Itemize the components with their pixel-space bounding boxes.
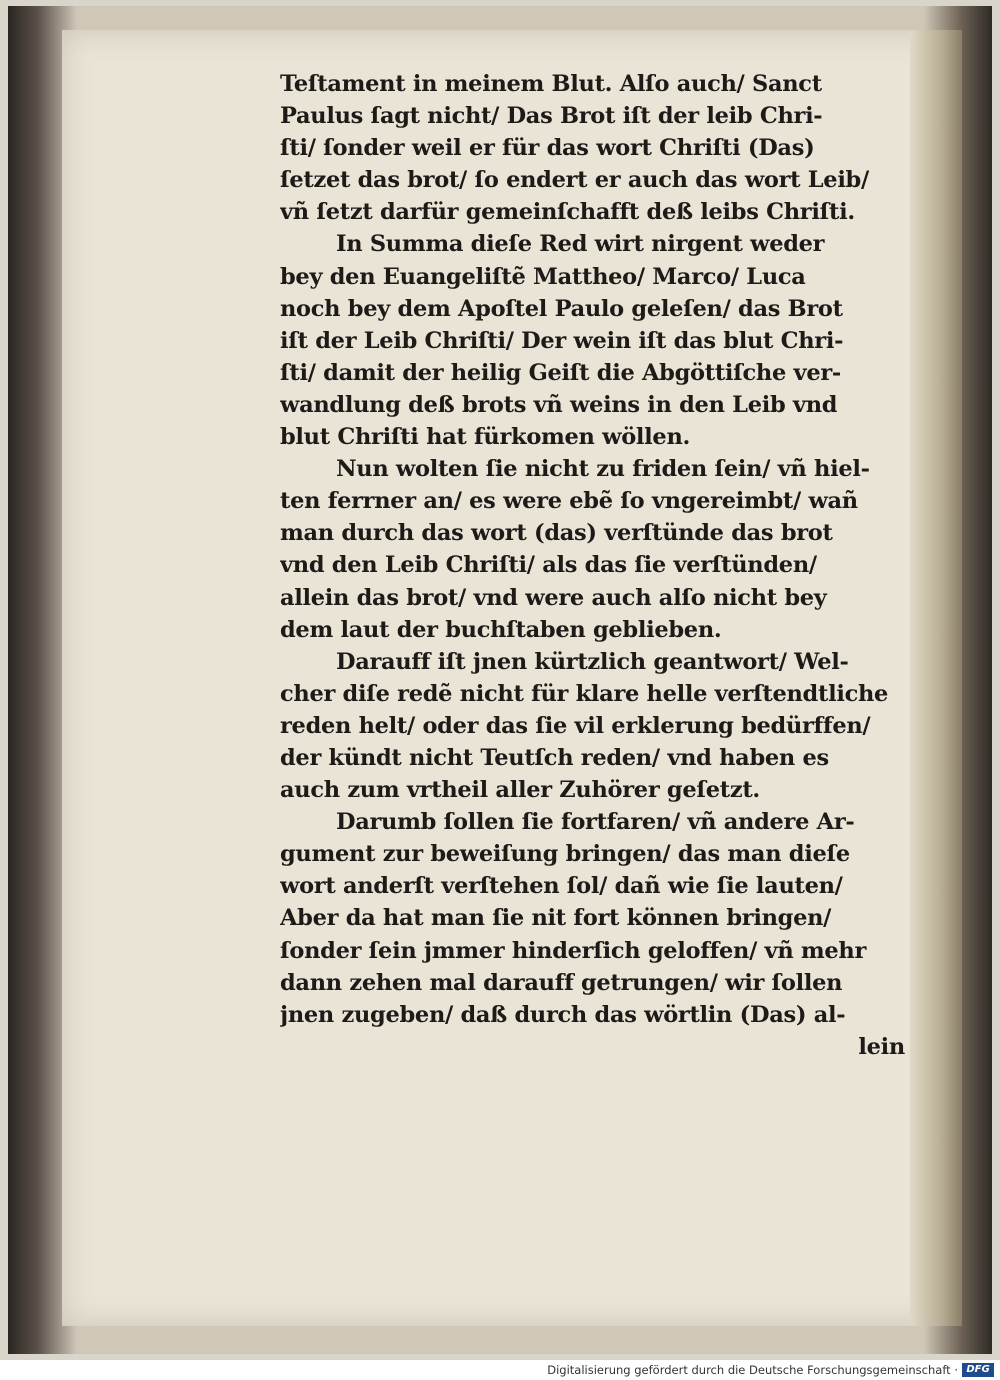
text-line: Darumb ſollen ſie fortfaren/ vñ andere Ar- — [336, 809, 855, 836]
text-line: blut Chriſti hat fürkomen wöllen. — [280, 424, 691, 451]
text-line: man durch das wort (das) verſtünde das brot — [280, 520, 833, 547]
text-line: bey den Euangeliſtẽ Mattheo/ Marco/ Luca — [280, 263, 806, 290]
text-line: noch bey dem Apoſtel Paulo geleſen/ das Brot — [280, 295, 843, 322]
text-line: Nun wolten ſie nicht zu friden ſein/ vñ hiel- — [336, 456, 870, 483]
text-line: Teſtament in meinem Blut. Alſo auch/ Sanct — [280, 71, 822, 97]
text-line: ſti/ damit der heilig Geiſt die Abgöttiſche ver- — [280, 359, 841, 386]
text-line: ſonder ſein jmmer hinderſich geloffen/ vñ mehr — [280, 937, 867, 964]
text-line: In Summa dieſe Red wirt nirgent weder — [336, 231, 825, 258]
text-line: allein das brot/ vnd were auch alſo nicht bey — [280, 584, 827, 611]
text-line: auch zum vrtheil aller Zuhörer geſetzt. — [280, 777, 760, 804]
footer-bar — [0, 1360, 1000, 1380]
dfg-logo: DFG — [962, 1363, 994, 1377]
funding-notice: Digitalisierung gefördert durch die Deutsche Forschungsgemeinschaft · — [547, 1363, 958, 1377]
text-line: gument zur beweiſung bringen/ das man dieſe — [280, 841, 850, 868]
text-line: iſt der Leib Chriſti/ Der wein iſt das blut Chri- — [280, 327, 844, 354]
text-line: ſetzet das brot/ ſo endert er auch das wort Leib/ — [280, 167, 869, 194]
text-line: Aber da hat man ſie nit fort können bringen/ — [280, 905, 832, 932]
page-edge — [910, 30, 962, 1326]
text-line: vñ ſetzt darfür gemeinſchafft deß leibs Chriſti. — [280, 199, 855, 226]
catchword: lein — [858, 1033, 905, 1060]
text-line: vnd den Leib Chriſti/ als das ſie verſtünden/ — [280, 552, 817, 579]
text-line: cher diſe redẽ nicht für klare helle verſtendtliche — [280, 680, 889, 707]
text-line: dem laut der buchſtaben geblieben. — [280, 616, 722, 643]
text-line: jnen zugeben/ daß durch das wörtlin (Das) al- — [280, 1001, 846, 1028]
text-line: wort anderſt verſtehen ſol/ dañ wie ſie lauten/ — [280, 873, 843, 900]
text-line: der kündt nicht Teutſch reden/ vnd haben es — [280, 744, 829, 771]
page-text — [280, 68, 905, 1063]
text-line: Paulus ſagt nicht/ Das Brot iſt der leib Chri- — [280, 103, 823, 130]
text-line: Darauff iſt jnen kürtzlich geantwort/ Wel- — [336, 648, 849, 675]
text-line: ſti/ ſonder weil er für das wort Chriſti (Das) — [280, 135, 815, 162]
text-line: ten ferrner an/ es were ebẽ ſo vngereimbt/ wañ — [280, 488, 858, 515]
text-line: dann zehen mal darauff getrungen/ wir ſollen — [280, 969, 843, 996]
text-line: reden helt/ oder das ſie vil erklerung bedürffen/ — [280, 712, 871, 739]
text-line: wandlung deß brots vñ weins in den Leib vnd — [280, 391, 838, 418]
